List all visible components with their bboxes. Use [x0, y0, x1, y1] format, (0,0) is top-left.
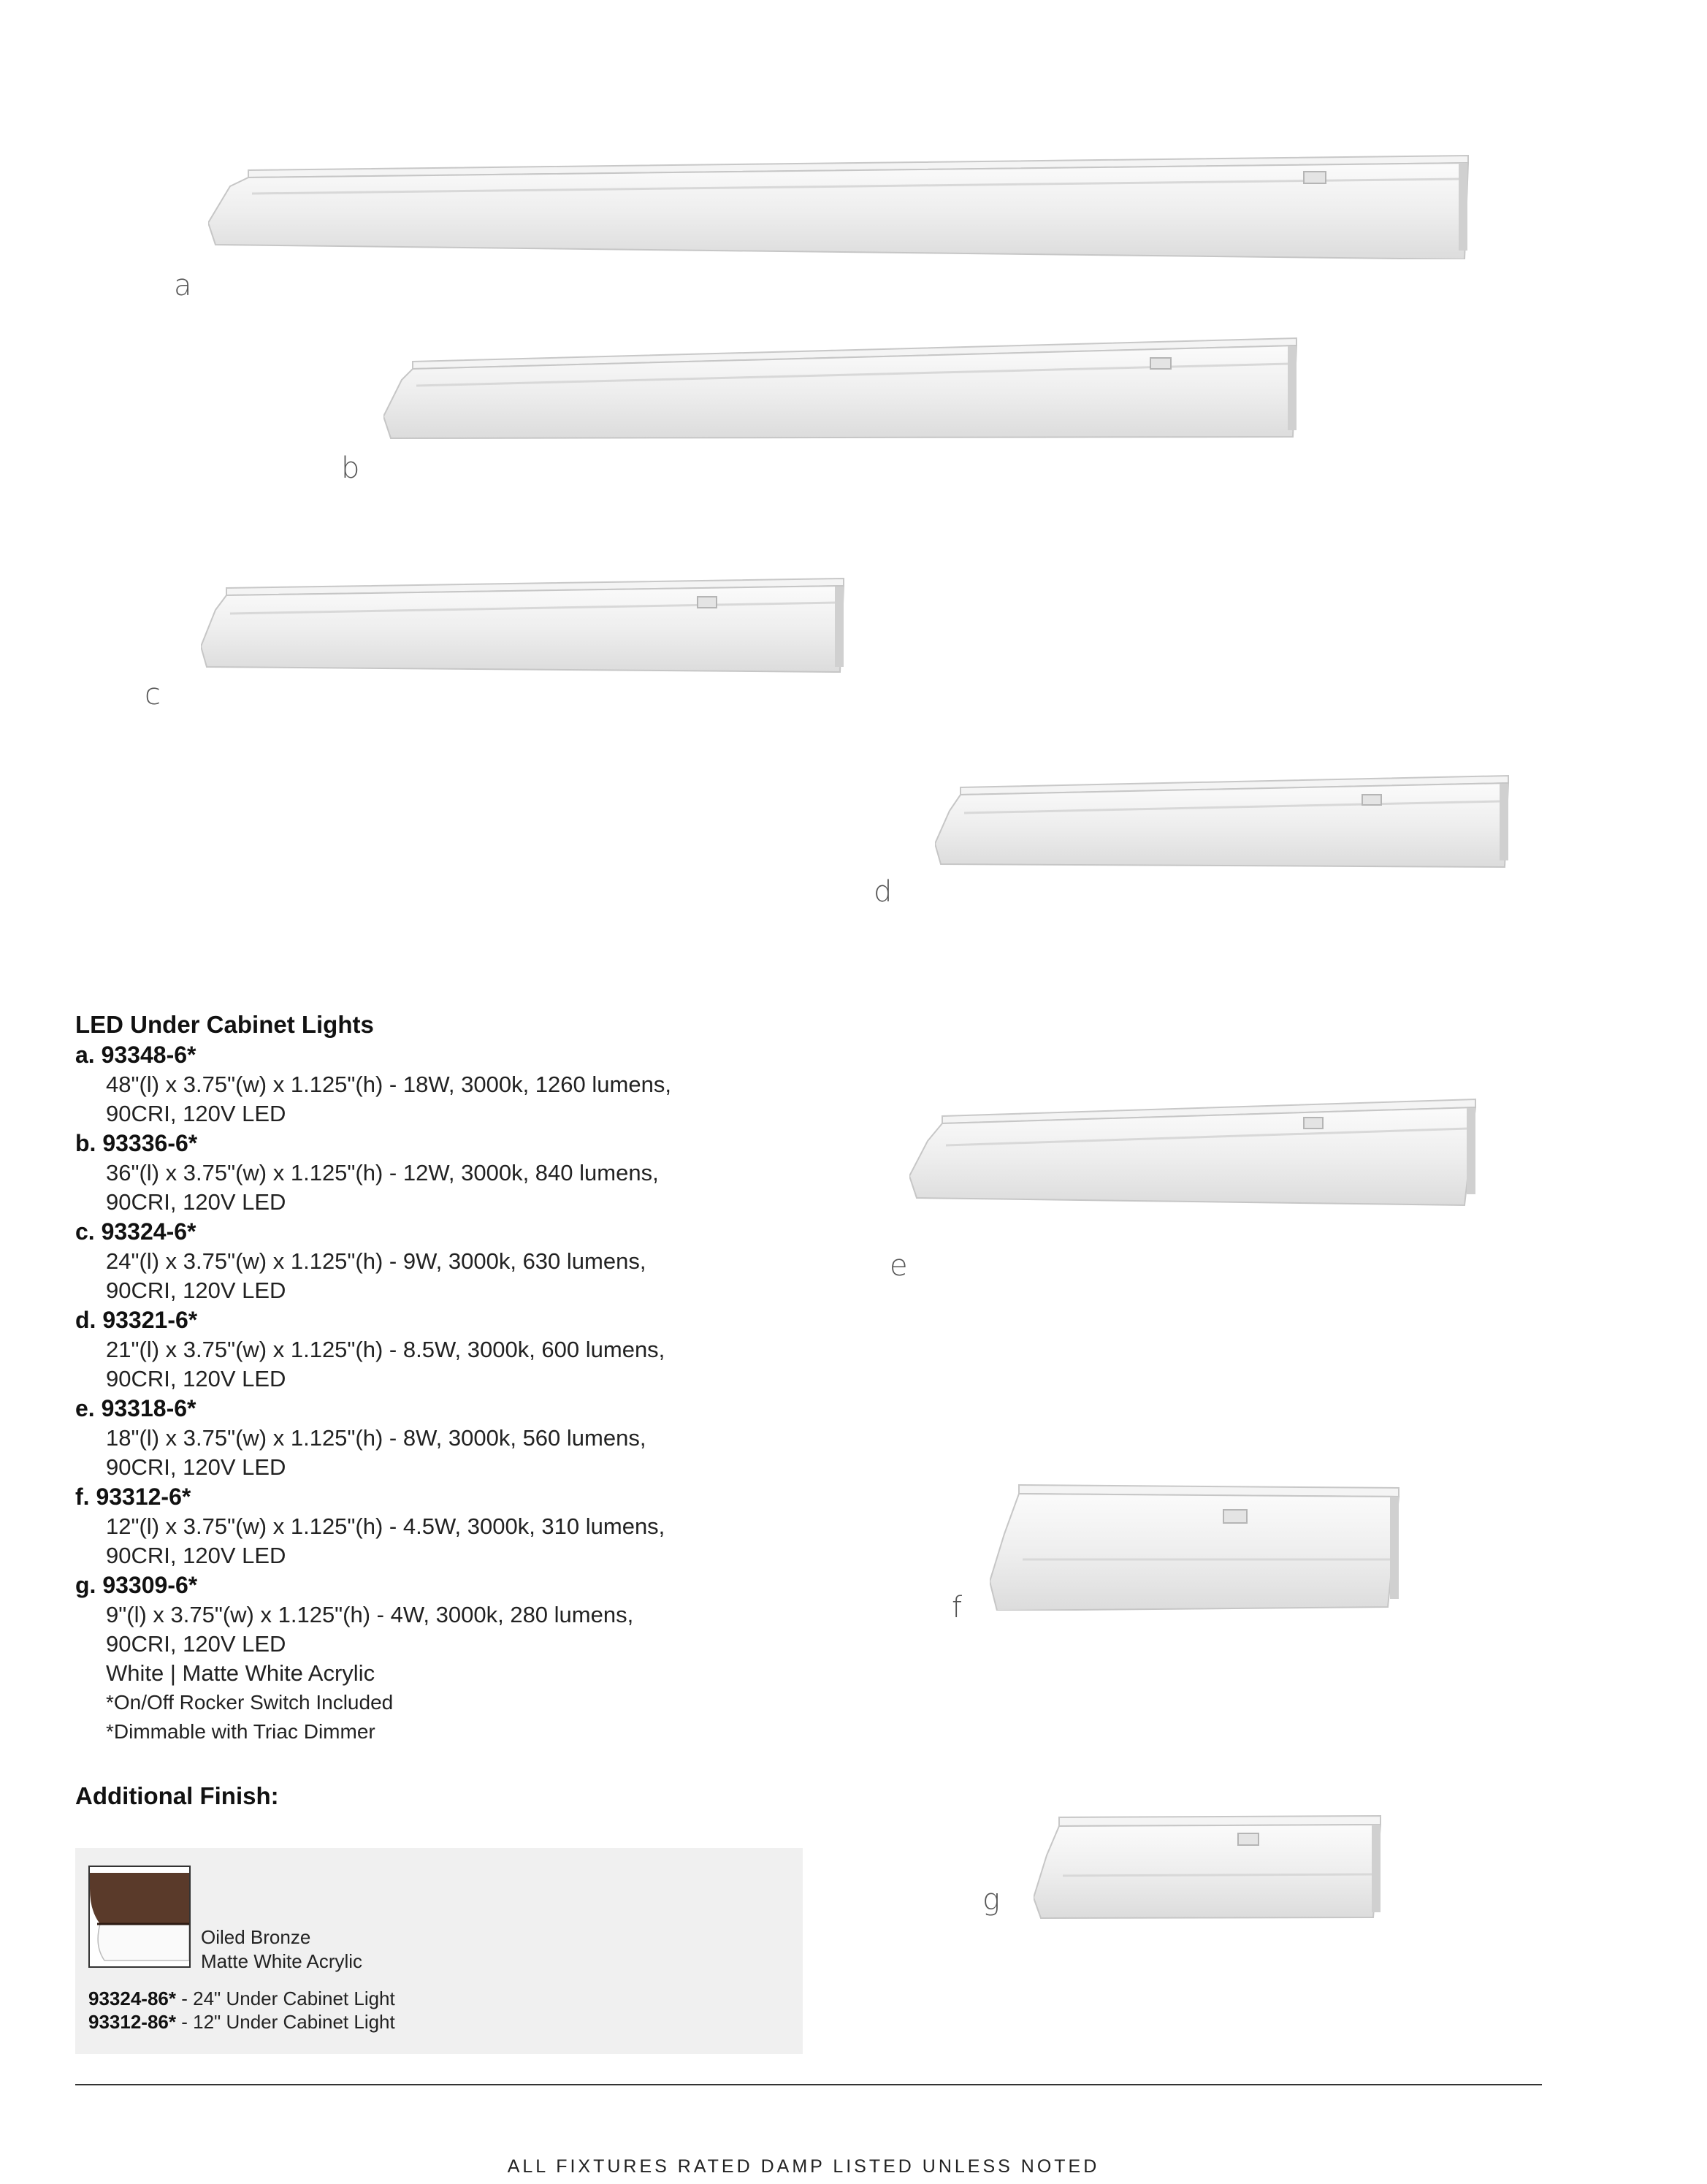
fixture-label-c: c — [145, 678, 161, 711]
spec-description — [75, 1600, 842, 1659]
fixture-image-b — [383, 336, 1307, 442]
additional-part-list — [88, 1987, 395, 2034]
spec-line: 18"(l) x 3.75"(w) x 1.125"(h) - 8W, 3000k, 560 lumens, — [106, 1425, 646, 1451]
spec-line: 90CRI, 120V LED — [106, 1454, 286, 1480]
fixture-label-g: g — [982, 1883, 1001, 1917]
fixture-image-d — [935, 771, 1516, 869]
spec-line: 90CRI, 120V LED — [106, 1543, 286, 1568]
fixture-image-e — [909, 1096, 1483, 1207]
spec-line: 21"(l) x 3.75"(w) x 1.125"(h) - 8.5W, 3000k, 600 lumens, — [106, 1337, 665, 1362]
spec-code: a. 93348-6* — [75, 1042, 196, 1068]
spec-description — [75, 1424, 842, 1482]
spec-item — [75, 1305, 842, 1394]
spec-line: 90CRI, 120V LED — [106, 1278, 286, 1303]
part-code: 93324-86* — [88, 1988, 176, 2009]
spec-description — [75, 1512, 842, 1570]
spec-item — [75, 1394, 842, 1482]
spec-line: 90CRI, 120V LED — [106, 1366, 286, 1391]
part-description: - 12" Under Cabinet Light — [176, 2011, 395, 2033]
fixture-image-c — [201, 573, 851, 676]
swatch-finish-name: Oiled Bronze — [201, 1926, 311, 1948]
spec-line: 90CRI, 120V LED — [106, 1631, 286, 1657]
fixture-label-e: e — [890, 1249, 908, 1283]
footer-divider — [75, 2084, 1542, 2085]
spec-line: 9"(l) x 3.75"(w) x 1.125"(h) - 4W, 3000k, 280 lumens, — [106, 1602, 634, 1627]
fixture-image-g — [1034, 1811, 1388, 1921]
additional-finish-heading: Additional Finish: — [75, 1782, 279, 1809]
spec-list — [75, 1011, 842, 1746]
spec-item — [75, 1570, 842, 1659]
spec-line: 36"(l) x 3.75"(w) x 1.125"(h) - 12W, 3000k, 840 lumens, — [106, 1160, 659, 1185]
swatch-description — [201, 1925, 362, 1974]
spec-description — [75, 1070, 842, 1129]
spec-item — [75, 1217, 842, 1305]
spec-item — [75, 1129, 842, 1217]
list-item — [88, 1987, 395, 2010]
fixture-label-f: f — [952, 1591, 963, 1624]
spec-code: g. 93309-6* — [75, 1572, 198, 1598]
dimmer-note: *Dimmable with Triac Dimmer — [106, 1720, 375, 1743]
list-item — [88, 2010, 395, 2034]
spec-code: f. 93312-6* — [75, 1484, 191, 1510]
spec-item — [75, 1482, 842, 1570]
finish-description: White | Matte White Acrylic — [106, 1660, 375, 1686]
fixture-image-f — [990, 1479, 1406, 1611]
spec-line: 48"(l) x 3.75"(w) x 1.125"(h) - 18W, 3000k, 1260 lumens, — [106, 1072, 671, 1097]
fixture-label-a: a — [174, 269, 192, 302]
spec-line: 90CRI, 120V LED — [106, 1101, 286, 1126]
spec-description — [75, 1158, 842, 1217]
spec-code: c. 93324-6* — [75, 1218, 196, 1245]
spec-line: 24"(l) x 3.75"(w) x 1.125"(h) - 9W, 3000k, 630 lumens, — [106, 1248, 646, 1274]
spec-line: 90CRI, 120V LED — [106, 1189, 286, 1215]
footer-note: ALL FIXTURES RATED DAMP LISTED UNLESS NOTED — [507, 2156, 1100, 2177]
additional-finish-panel — [75, 1848, 803, 2054]
switch-note: *On/Off Rocker Switch Included — [106, 1691, 394, 1714]
fixture-label-b: b — [341, 451, 360, 485]
fixture-label-d: d — [874, 875, 893, 909]
spec-line: 12"(l) x 3.75"(w) x 1.125"(h) - 4.5W, 3000k, 310 lumens, — [106, 1513, 665, 1539]
part-description: - 24" Under Cabinet Light — [176, 1988, 395, 2009]
spec-code: d. 93321-6* — [75, 1307, 198, 1333]
swatch-lens-name: Matte White Acrylic — [201, 1950, 363, 1972]
spec-item — [75, 1040, 842, 1129]
part-code: 93312-86* — [88, 2011, 176, 2033]
oiled-bronze-swatch-image — [88, 1866, 191, 1968]
fixture-image-a — [208, 150, 1479, 259]
spec-code: e. 93318-6* — [75, 1395, 196, 1421]
spec-description — [75, 1335, 842, 1394]
spec-description — [75, 1247, 842, 1305]
spec-title: LED Under Cabinet Lights — [75, 1011, 374, 1038]
spec-code: b. 93336-6* — [75, 1130, 198, 1156]
